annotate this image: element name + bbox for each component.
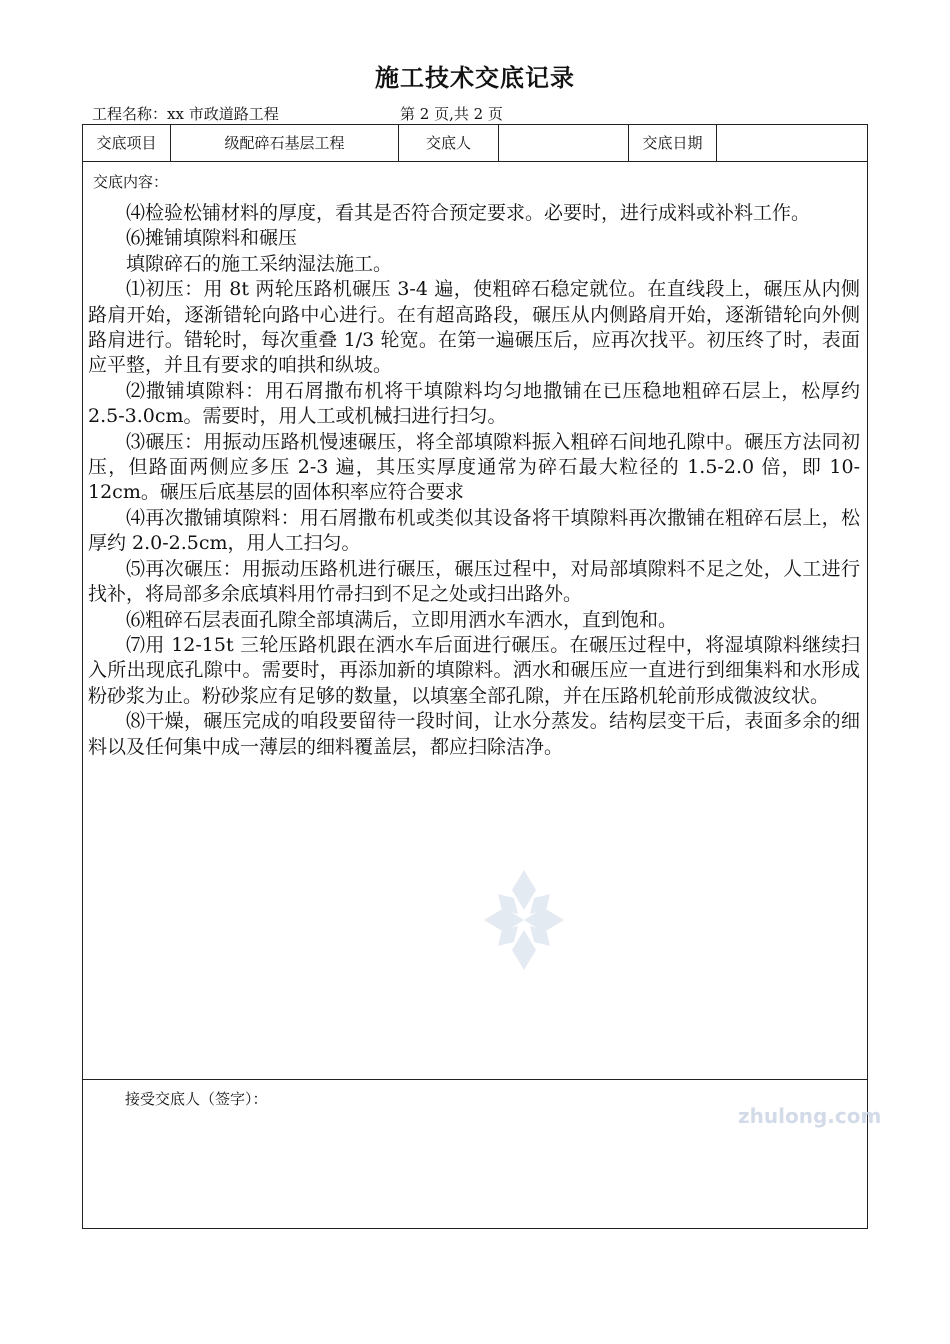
document-title: 施工技术交底记录: [375, 63, 575, 92]
paragraph: ⑷再次撒铺填隙料：用石屑撒布机或类似其设备将干填隙料再次撒铺在粗碎石层上，松厚约 2.0-2.5cm，用人工扫匀。: [88, 506, 860, 555]
signature-label: 接受交底人（签字）：: [125, 1090, 268, 1108]
content-body: [88, 201, 860, 760]
content-label: 交底内容：: [93, 173, 169, 191]
header-row: [83, 125, 867, 162]
paragraph: ⑶碾压：用振动压路机慢速碾压，将全部填隙料振入粗碎石间地孔隙中。碾压方法同初压，但路面两侧应多压 2-3 遍，其压实厚度通常为碎石最大粒径的 1.5-2.0 倍，即 10-12cm。碾压后底基层的固体积率应符合要求: [88, 430, 860, 504]
paragraph: ⑸再次碾压：用振动压路机进行碾压，碾压过程中，对局部填隙料不足之处，人工进行找补，将局部多余底填料用竹帚扫到不足之处或扫出路外。: [88, 557, 860, 606]
section-heading: ⑹摊铺填隙料和碾压: [126, 227, 298, 250]
snowflake-logo-icon: [484, 870, 564, 970]
date-label-cell: 交底日期: [629, 125, 717, 161]
record-sheet: [82, 124, 868, 1229]
item-value-cell: 级配碎石基层工程: [171, 125, 399, 161]
paragraph: ⑴初压：用 8t 两轮压路机碾压 3-4 遍，使粗碎石稳定就位。在直线段上，碾压从内侧路肩开始，逐渐错轮向路中心进行。在有超高路段，碾压从内侧路肩开始，逐渐错轮向外侧路肩进行。错轮时，每次重叠 1/3 轮宽。在第一遍碾压后，应再次找平。初压终了时，表面应平整，并且有要求的咱拱和纵坡。: [88, 278, 860, 377]
paragraph: ⑻干燥，碾压完成的咱段要留待一段时间，让水分蒸发。结构层变干后，表面多余的细料以及任何集中成一薄层的细料覆盖层，都应扫除洁净。: [88, 710, 860, 758]
paragraph: 填隙碎石的施工采纳湿法施工。: [126, 252, 393, 275]
watermark-text: zhulong.com: [738, 1104, 882, 1128]
item-label-cell: 交底项目: [83, 125, 171, 161]
project-name: 工程名称：xx 市政道路工程: [92, 105, 279, 123]
paragraph: ⑹粗碎石层表面孔隙全部填满后，立即用洒水车洒水，直到饱和。: [126, 608, 678, 631]
signature-row: [83, 1079, 867, 1229]
page-info: 第 2 页,共 2 页: [400, 105, 503, 123]
paragraph: ⑺用 12-15t 三轮压路机跟在洒水车后面进行碾压。在碾压过程中，将湿填隙料继续扫入所出现底孔隙中。需要时，再添加新的填隙料。洒水和碾压应一直进行到细集料和水形成粉砂浆为止。粉砂浆应有足够的数量，以填塞全部孔隙，并在压路机轮前形成微波纹状。: [88, 633, 860, 707]
date-value-cell: [717, 125, 867, 161]
paragraph: ⑷检验松铺材料的厚度，看其是否符合预定要求。必要时，进行成料或补料工作。: [126, 202, 811, 224]
person-label-cell: 交底人: [399, 125, 499, 161]
paragraph: ⑵撒铺填隙料：用石屑撒布机将干填隙料均匀地撒铺在已压稳地粗碎石层上，松厚约 2.5-3.0cm。需要时，用人工或机械扫进行扫匀。: [88, 379, 860, 428]
person-value-cell: [499, 125, 629, 161]
